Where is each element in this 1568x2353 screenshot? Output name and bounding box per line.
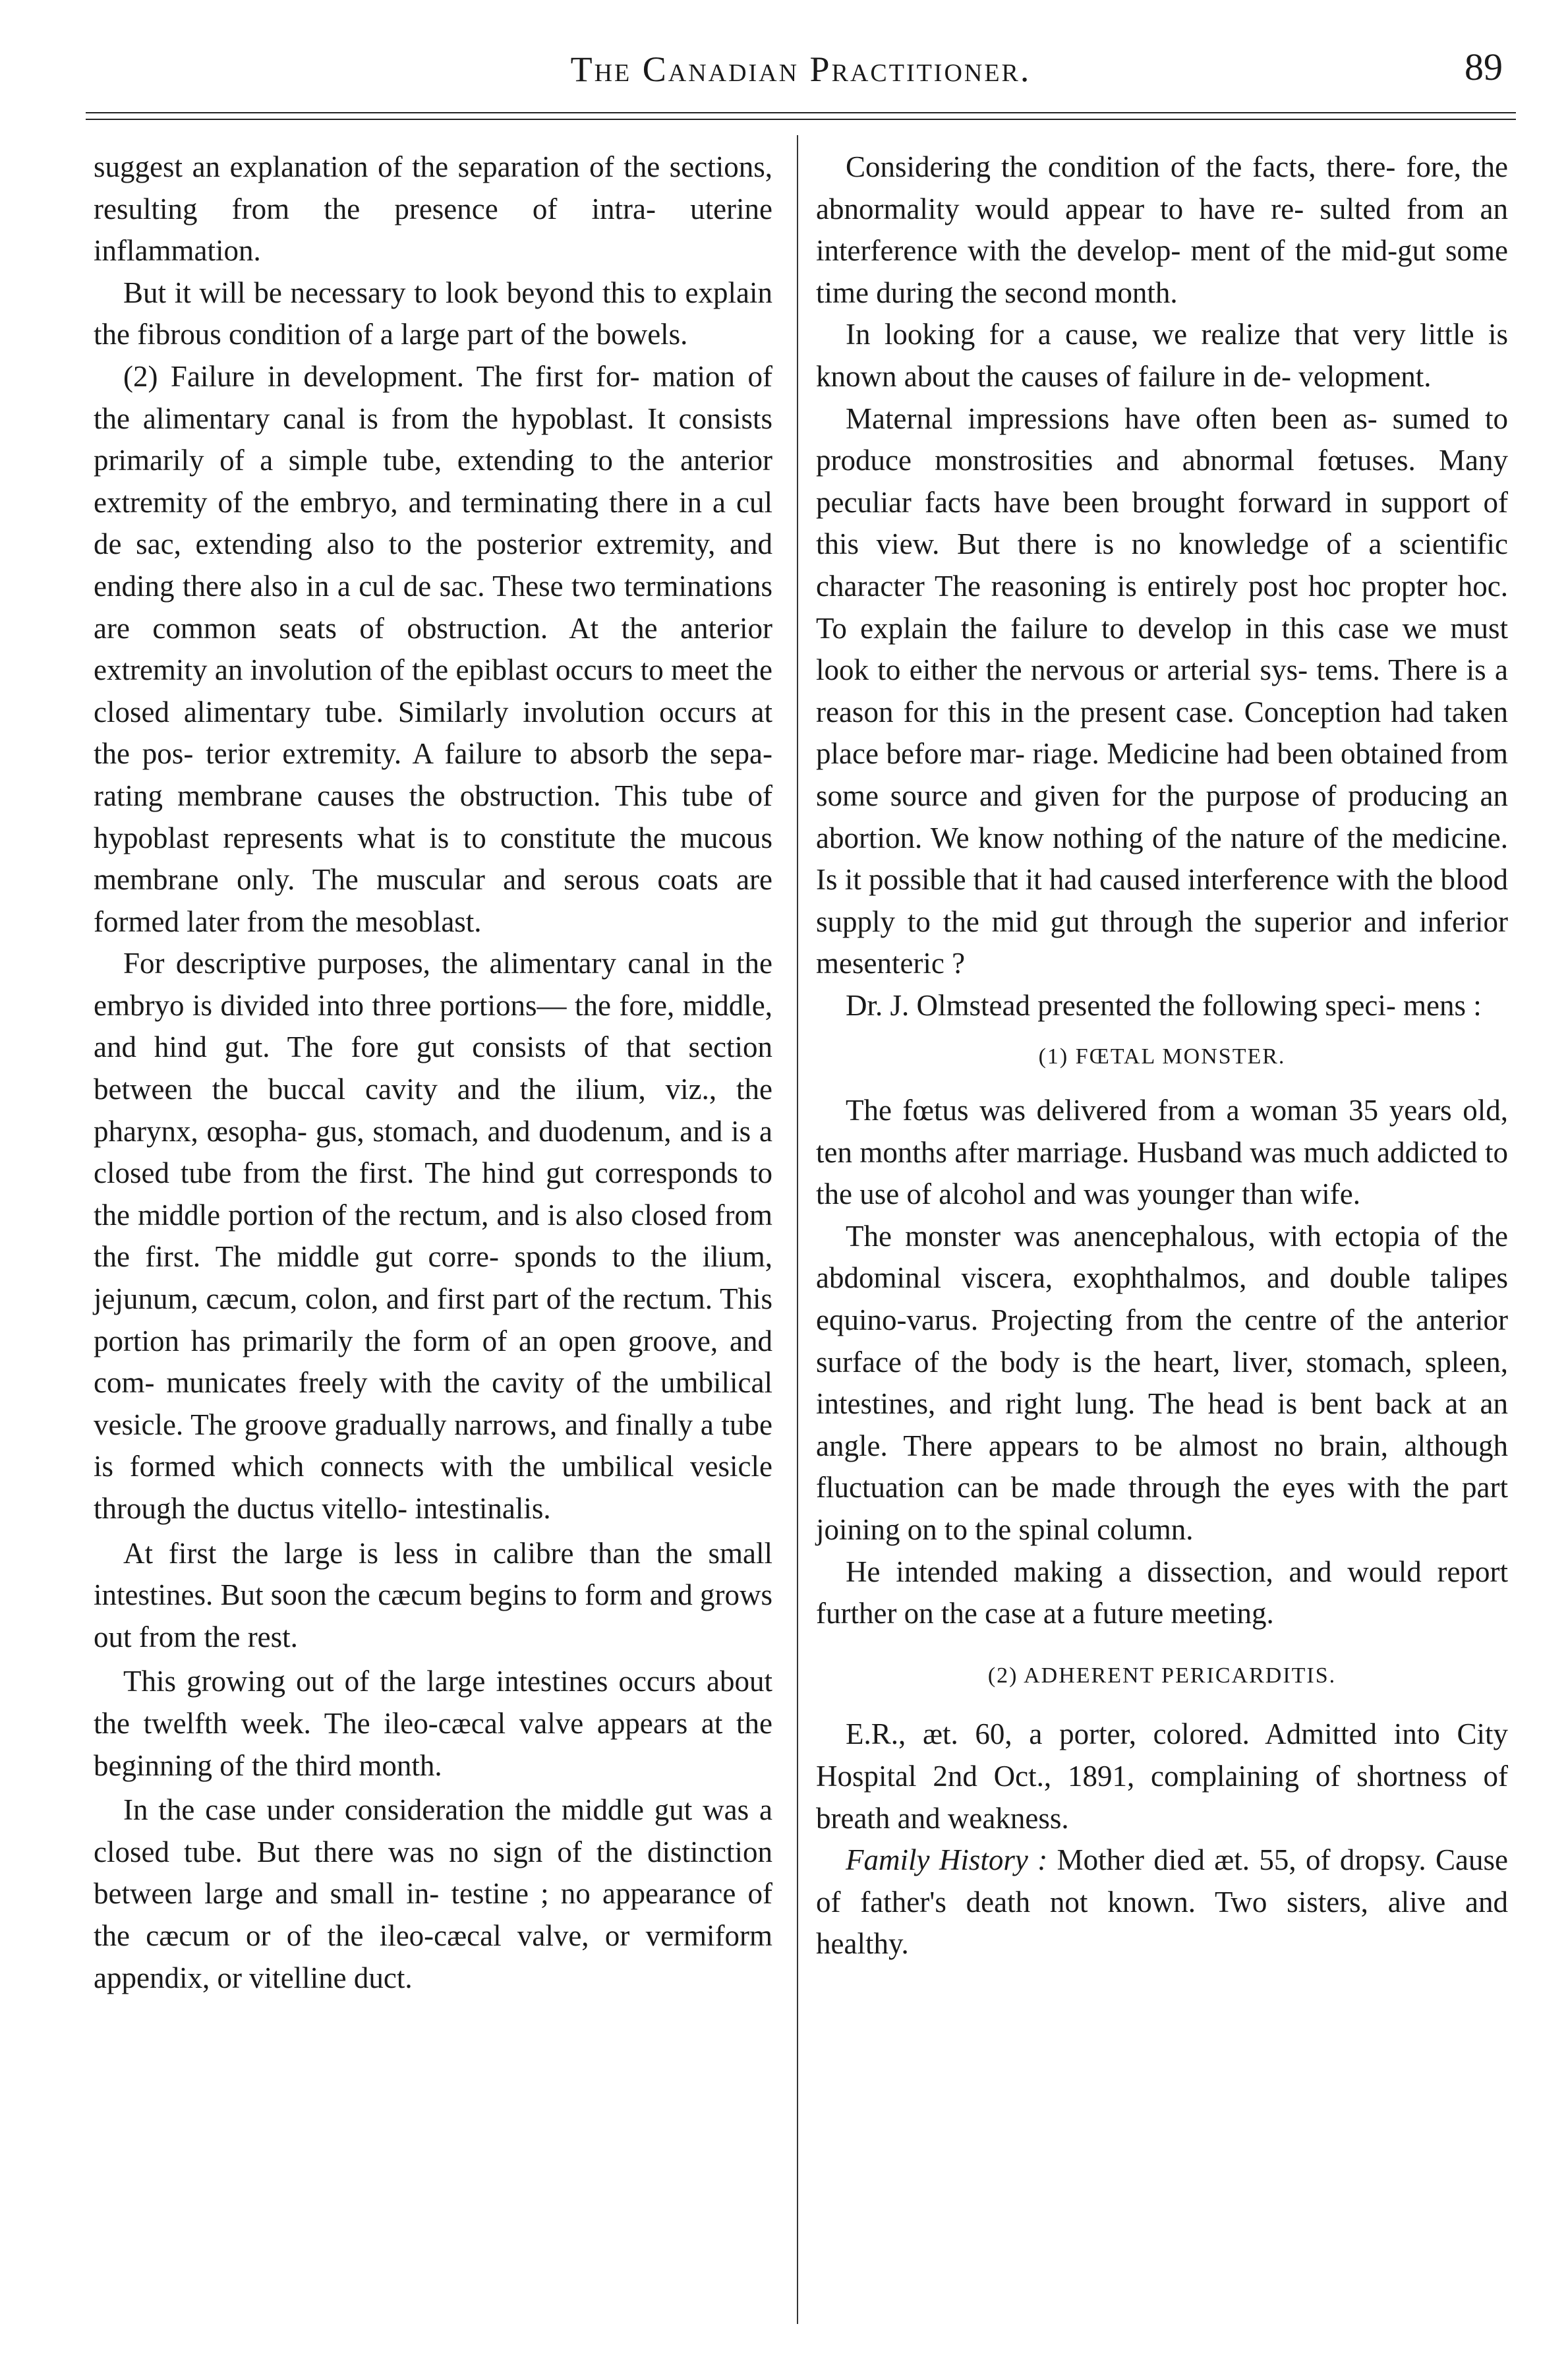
paragraph: In looking for a cause, we realize that very little is known about the causes of failure in de- velopment. <box>816 318 1508 393</box>
family-history-text: Mother died æt. 55, of dropsy. Cause of father's death not known. Two sisters, alive and healthy. <box>816 1843 1509 1961</box>
journal-title: The Canadian Practitioner. <box>570 49 1031 89</box>
paragraph <box>816 1839 1508 1965</box>
paragraph: The fœtus was delivered from a woman 35 years old, ten months after marriage. Husband was much addicted to the use of alcohol and was younger than wife. <box>816 1094 1508 1211</box>
paragraph: E.R., æt. 60, a porter, colored. Admitted into City Hospital 2nd Oct., 1891, complaining of shortness of breath and weakness. <box>816 1717 1508 1835</box>
paragraph: Dr. J. Olmstead presented the following speci- mens : <box>846 988 1482 1022</box>
paragraph: The monster was anencephalous, with ectopia of the abdominal viscera, exophthalmos, and double talipes equino-varus. Projecting from the centre of the anterior surface of the body is the heart, liver, stomach, spleen, intestines, and right lung. The head is bent back at an angle. There appears to be almost no brain, although fluctuation can be made through the eyes with the part joining on to the spinal column. <box>816 1219 1508 1546</box>
paragraph: For descriptive purposes, the alimentary canal in the embryo is divided into three portions— the fore, middle, and hind gut. The fore gut consists of that section between the buccal cavity and the ilium, viz., the pharynx, œsopha- gus, stomach, and duodenum, and is a closed tube from the first. The hind gut corresponds to the middle portion of the rectum, and is also closed from the first. The middle gut corre- sponds to the ilium, jejunum, cæcum, colon, and first part of the rectum. This portion has primarily the form of an open groove, and com- municates freely with the cavity of the umbilical vesicle. The groove gradually narrows, and finally a tube is formed which connects with the umbilical vesicle through the ductus vitello- intestinalis. <box>94 947 772 1525</box>
paragraph: At first the large is less in calibre than the small intestines. But soon the cæcum begins to form and grows out from the rest. <box>94 1536 772 1653</box>
section-heading: (2) ADHERENT PERICARDITIS. <box>987 1663 1337 1688</box>
paragraph: (2) Failure in development. The first for- mation of the alimentary canal is from the hypoblast. It consists primarily of a simple tube, extending to the anterior extremity of the embryo, and terminating there in a cul de sac, extending also to the posterior extremity, and ending there also in a cul de sac. These two terminations are common seats of obstruction. At the anterior extremity an involution of the epiblast occurs to meet the closed alimentary tube. Similarly involution occurs at the pos- terior extremity. A failure to absorb the sepa- rating membrane causes the obstruction. This tube of hypoblast represents what is to constitute the mucous membrane only. The muscular and serous coats are formed later from the mesoblast. <box>94 359 772 938</box>
left-column <box>94 146 772 1999</box>
paragraph: This growing out of the large intestines occurs about the twelfth week. The ileo-cæcal valve appears at the beginning of the third month. <box>94 1665 772 1782</box>
page-number: 89 <box>1465 45 1503 88</box>
running-header <box>86 45 1516 111</box>
section-heading: (1) FŒTAL MONSTER. <box>1038 1044 1286 1069</box>
column-divider <box>797 135 798 2324</box>
family-history-label: Family History : <box>846 1843 1048 1877</box>
paragraph: suggest an explanation of the separation of the sections, resulting from the presence of intra- uterine inflammation. <box>94 150 772 268</box>
paragraph: Maternal impressions have often been as- sumed to produce monstrosities and abnormal fœtuses. Many peculiar facts have been brought forward in support of this view. But there is no knowledge of a scientific character The reasoning is entirely post hoc propter hoc. To explain the failure to develop in this case we must look to either the nervous or arterial sys- tems. There is a reason for this in the present case. Conception had taken place before mar- riage. Medicine had been obtained from some source and given for the purpose of producing an abortion. We know nothing of the nature of the medicine. Is it possible that it had caused interference with the blood supply to the mid gut through the superior and inferior mesenteric ? <box>816 402 1508 980</box>
paragraph: Considering the condition of the facts, there- fore, the abnormality would appear to have re- sulted from an interference with the develop- ment of the mid-gut some time during the second month. <box>816 150 1508 309</box>
header-rule-bottom <box>86 119 1516 120</box>
right-column <box>816 146 1508 1965</box>
paragraph: But it will be necessary to look beyond this to explain the fibrous condition of a large part of the bowels. <box>94 276 772 351</box>
paragraph: In the case under consideration the middle gut was a closed tube. But there was no sign of the distinction between large and small in- testine ; no appearance of the cæcum or of the ileo-cæcal valve, or vermiform appendix, or vitelline duct. <box>94 1793 772 1994</box>
header-rule-top <box>86 112 1516 113</box>
paragraph: He intended making a dissection, and would report further on the case at a future meeting. <box>816 1555 1508 1630</box>
